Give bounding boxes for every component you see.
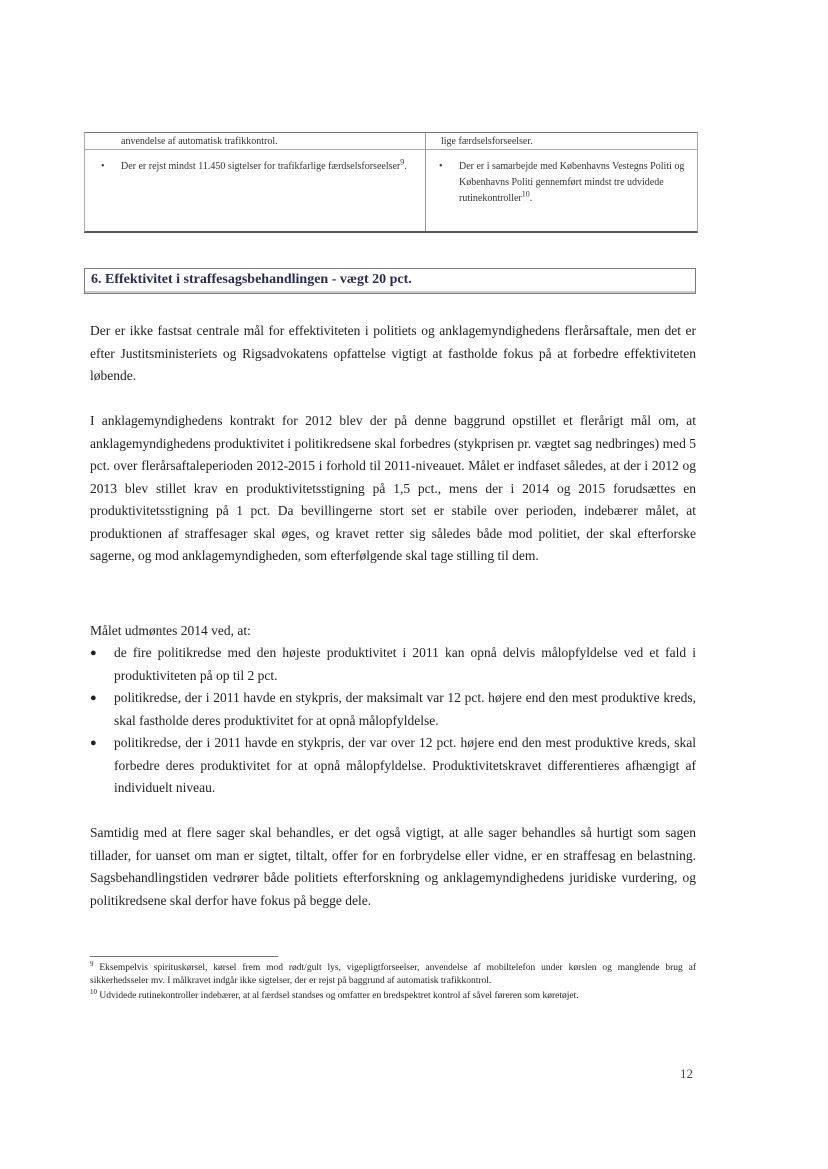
bullet-icon: ● (90, 647, 97, 659)
table-bullet-text: Der er rejst mindst 11.450 sigtelser for trafikfarlige færdselsforseelser (121, 161, 401, 172)
paragraph: I anklagemyndighedens kontrakt for 2012 blev der på denne baggrund opstillet et flerårigt mål om, at anklagemyndighedens produktivitet i politikredsene skal forbedres (stykprisen pr. vægtet sag nedbringes) med 5 pct. over flerårsaftaleperioden 2012-2015 i forhold til 2011-niveauet. Målet er indfaset således, at der i 2012 og 2013 blev stillet krav en produktivitetsstigning på 1,5 pct., mens der i 2014 og 2015 forudsættes en produktivitetsstigning på 1 pct. Da bevillingerne stort set er stabile over perioden, indebærer målet, at produktionen af straffesager skal øges, og kravet retter sig således både mod politiet, der skal efterforske sagerne, og mod anklagemyndigheden, som efterfølgende skal tage stilling til dem. (90, 413, 696, 563)
bullet-icon: ● (90, 737, 97, 749)
bullet-icon: • (439, 161, 443, 172)
section-heading: 6. Effektivitet i straffesagsbehandlingen - vægt 20 pct. (91, 272, 412, 287)
footnote-ref: 10 (521, 189, 530, 199)
footnote-number: 10 (90, 987, 97, 996)
table-cell-left (97, 159, 415, 175)
footnote-ref: 9 (400, 157, 405, 167)
paragraph: Samtidig med at flere sager skal behandles, er det også vigtigt, at alle sager behandles så hurtigt som sagen tillader, for uanset om man er sigtet, tiltalt, offer for en forbrydelse eller vidne, er en straffesag en belastning. Sagsbehandlingstiden vedrører både politiets efterforskning og anklagemyndighedens juridiske vurdering, og politikredsene skal derfor have fokus på begge dele. (90, 825, 696, 908)
list-item (90, 642, 696, 687)
footnote (90, 987, 696, 1003)
footnote-text: Eksempelvis spirituskørsel, kørsel frem mod rødt/gult lys, vigepligtforseelser, anvendelse af mobiltelefon under kørslen og manglende brug af sikkerhedsseler mv. I målkravet indgår ikke sigtelser, der er rejst på baggrund af automatisk trafikkontrol. (90, 963, 696, 986)
list-item (90, 687, 696, 732)
paragraph: Målet udmøntes 2014 ved, at: (90, 623, 251, 638)
sentence-end: . (529, 193, 533, 204)
page-number: 12 (680, 1066, 693, 1081)
list-item-text: de fire politikredse med den højeste produktivitet i 2011 kan opnå delvis målopfyldelse ved et fald i produktiviteten på op til 2 pct. (114, 645, 696, 683)
footnote-text: Udvidede rutinekontroller indebærer, at al færdsel standses og omfatter en bredspektret kontrol af såvel føreren som køretøjet. (99, 991, 579, 1001)
table-bullet-item (435, 159, 691, 207)
list-item-text: politikredse, der i 2011 havde en stykpris, der maksimalt var 12 pct. højere end den mest produktive kreds, skal fastholde deres produktivitet for at opnå målopfyldelse. (114, 690, 696, 728)
section-heading-box (84, 268, 696, 294)
table-bullet-item (97, 159, 415, 175)
table-cell-right-top: lige færdselsforseelser. (441, 136, 533, 147)
bullet-icon: • (101, 161, 105, 172)
bullet-icon: ● (90, 692, 97, 704)
list-item-text: politikredse, der i 2011 havde en stykpris, der var over 12 pct. højere end den mest produktive kreds, skal forbedre deres produktivitet for at opnå målopfyldelse. Produktivitetskravet differentieres afhængigt af individuelt niveau. (114, 735, 696, 795)
footnotes (90, 959, 696, 1005)
list-item (90, 732, 696, 800)
table-cell-left-top: anvendelse af automatisk trafikkontrol. (121, 136, 278, 147)
goal-list (90, 642, 696, 800)
footnote-number: 9 (90, 959, 94, 968)
table-cell-right (435, 159, 691, 207)
table-column-divider (425, 133, 426, 231)
footnote-divider (90, 956, 278, 957)
table-bullet-text: Der er i samarbejde med Københavns Vestegns Politi og Københavns Politi gennemført mindst tre udvidede rutinekontroller (459, 161, 685, 204)
paragraph: Der er ikke fastsat centrale mål for effektiviteten i politiets og anklagemyndighedens flerårsaftale, men det er efter Justitsministeriets og Rigsadvokatens opfattelse vigtigt at fastholde fokus på at forbedre effektiviteten løbende. (90, 323, 696, 383)
footnote (90, 959, 696, 988)
goals-table (84, 132, 698, 233)
sentence-end: . (404, 161, 407, 172)
